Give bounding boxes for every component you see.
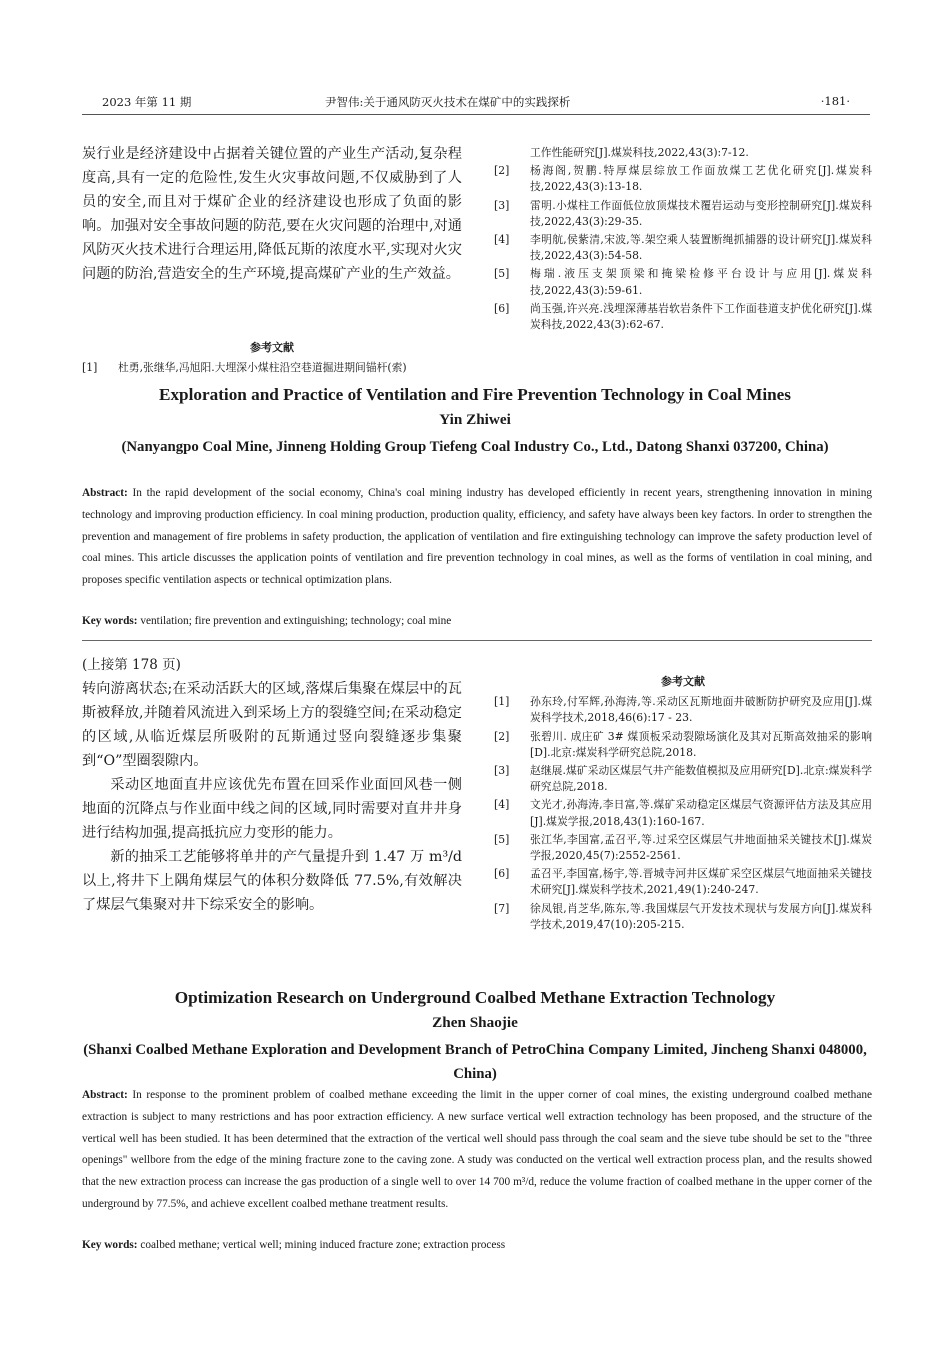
issue-label: 2023 年第 11 期 [102,95,192,109]
reference-item: [2] 杨海阁,贺鹏.特厚煤层综放工作面放煤工艺优化研究[J].煤炭科技,2022,43(3):13-18. [494,164,872,194]
reference-item: [3] 赵继展.煤矿采动区煤层气井产能数值模拟及应用研究[D].北京:煤炭科学研究总院,2018. [494,764,872,794]
keywords-label: Key words: [82,1239,138,1251]
reference-item: [6] 孟召平,李国富,杨宇,等.晋城寺河井区煤矿采空区煤层气地面抽采关键技术研究[J].煤炭科学技术,2021,49(1):240-247. [494,867,872,897]
article1-en-author: Yin Zhiwei [439,411,511,428]
keywords-text: ventilation; fire prevention and extinguishing; technology; coal mine [140,615,452,627]
article2-en-author: Zhen Shaojie [432,1014,518,1031]
article2-keywords [82,1239,872,1251]
article1-keywords [82,615,872,627]
page-number: ·181· [820,94,850,108]
article2-en-affiliation: (Shanxi Coalbed Methane Exploration and Development Branch of PetroChina Company Limited, Jincheng Shanxi 048000, China) [83,1042,867,1082]
reference-item: [2] 张碧川. 成庄矿 3# 煤顶板采动裂隙场演化及其对瓦斯高效抽采的影响[D].北京:煤炭科学研究总院,2018. [494,729,872,759]
article2-para: 新的抽采工艺能够将单井的产气量提升到 1.47 万 m³/d 以上,将井下上隅角煤层气的体积分数降低 77.5%,有效解决了煤层气集聚对井下综采安全的影响。 [82,849,462,913]
article2-para: 采动区地面直井应该优先布置在回采作业面回风巷一侧地面的沉降点与作业面中线之间的区域,同时需要对直井井身进行结构加强,提高抵抗应力变形的能力。 [82,777,462,841]
abstract-label: Abstract: [82,487,128,499]
reference-item: [5] 梅瑞.液压支架顶梁和掩梁检修平台设计与应用[J].煤炭科技,2022,43(3):59-61. [494,267,872,297]
article1-en-title: Exploration and Practice of Ventilation and Fire Prevention Technology in Coal Mines [159,385,791,404]
section-divider [82,640,872,641]
abstract-text: In response to the prominent problem of coalbed methane exceeding the limit in the upper corner of coal mines, the existing underground coalbed methane extraction is subject to many restrictions and has poor extraction efficiency. A new surface vertical well extraction technology has been proposed, and the structure of the vertical well has been studied. It has been determined that the extraction of the vertical well should pass through the coal seam and the sieve tube should be set to the "three openings" wellbore from the edge of the mining fracture zone to the caving zone. A study was conducted on the vertical well extraction process plan, and the results showed that the new extraction process can increase the gas production of a single well to over 14 700 m³/d, reduce the volume fraction of coalbed methane in the upper corner of the underground by 77.5%, and achieve excellent coalbed methane treatment results. [82,1089,873,1210]
article2-body [82,677,462,917]
reference-item: [3] 雷明.小煤柱工作面低位放顶煤技术覆岩运动与变形控制研究[J].煤炭科技,2022,43(3):29-35. [494,198,872,228]
article2-abstract [82,1085,872,1216]
reference-item: [4] 文光才,孙海涛,李日富,等.煤矿采动稳定区煤层气资源评估方法及其应用[J].煤炭学报,2018,43(1):160-167. [494,798,872,828]
reference-item: [4] 李明航,侯紫清,宋波,等.架空乘人装置断绳抓捕器的设计研究[J].煤炭科技,2022,43(3):54-58. [494,233,872,263]
article1-refs-left [82,334,462,378]
reference-item: [5] 张江华,李国富,孟召平,等.过采空区煤层气井地面抽采关键技术[J].煤炭学报,2020,45(7):2552-2561. [494,832,872,863]
article1-body [82,142,462,286]
reference-item: [1] 杜勇,张继华,冯旭阳.大埋深小煤柱沿空巷道掘进期间锚杆(索) [82,361,407,375]
references-heading: 参考文献 [661,675,705,688]
article2-para: 转向游离状态;在采动活跃大的区域,落煤后集聚在煤层中的瓦斯被释放,并随着风流进入到采场上方的裂缝空间;在采动稳定的区域,从临近煤层所吸附的瓦斯通过竖向裂缝逐步集聚到“O”型圈裂隙内。 [82,681,462,769]
article2-refs [494,672,872,935]
keywords-label: Key words: [82,615,138,627]
article1-body-text: 炭行业是经济建设中占据着关键位置的产业生产活动,复杂程度高,具有一定的危险性,发生火灾事故问题,不仅威胁到了人员的安全,而且对于煤矿企业的经济建设也形成了负面的影响。加强对安全事故问题的防范,要在火灾问题的治理中,对通风防灭火技术进行合理运用,降低瓦斯的浓度水平,实现对火灾问题的防治,营造安全的生产环境,提高煤矿产业的生产效益。 [82,146,462,282]
article2-en-title: Optimization Research on Underground Coalbed Methane Extraction Technology [174,988,776,1007]
continued-note: (上接第 178 页) [82,657,181,673]
abstract-label: Abstract: [82,1089,128,1101]
article1-en-affiliation: (Nanyangpo Coal Mine, Jinneng Holding Group Tiefeng Coal Industry Co., Ltd., Datong Shanxi 037200, China) [121,439,829,455]
article1-abstract [82,483,872,592]
references-heading: 参考文献 [250,341,294,354]
keywords-text: coalbed methane; vertical well; mining induced fracture zone; extraction process [140,1239,506,1251]
article1-refs-right [494,145,872,335]
running-header [82,92,870,115]
reference-item: [7] 徐凤银,肖芝华,陈东,等.我国煤层气开发技术现状与发展方向[J].煤炭科学技术,2019,47(10):205-215. [494,901,872,931]
reference-item: [6] 尚玉强,许兴亮.浅埋深薄基岩软岩条件下工作面巷道支护优化研究[J].煤炭科技,2022,43(3):62-67. [494,301,872,332]
reference-item: [1] 孙东玲,付军辉,孙海涛,等.采动区瓦斯地面井破断防护研究及应用[J].煤炭科学技术,2018,46(6):17 - 23. [494,695,872,725]
reference-item: 工作性能研究[J].煤炭科技,2022,43(3):7-12. [530,146,749,159]
running-title: 尹智伟:关于通风防灭火技术在煤矿中的实践探析 [325,95,571,109]
abstract-text: In the rapid development of the social economy, China's coal mining industry has developed efficiently in recent years, strengthening innovation in mining technology and improving production efficiency. In coal mining production, production quality, efficiency, and safety have always been key factors. In order to strengthen the prevention and management of fire problems in safety production, the application of ventilation and fire extinguishing technology can improve the safety production level of coal mines. This article discusses the application points of ventilation and fire prevention technology in coal mines, as well as the forms of ventilation in coal mining, and proposes specific ventilation aspects or technical optimization plans. [82,487,872,587]
